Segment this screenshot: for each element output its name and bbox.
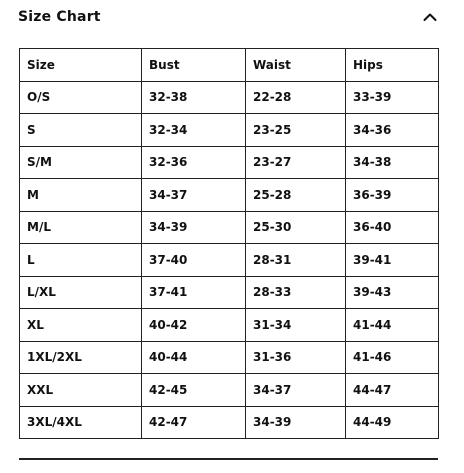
size-chart-accordion-header[interactable] [18, 4, 442, 30]
table-row [20, 211, 439, 244]
cell-hips: 39-41 [346, 244, 439, 277]
cell-hips: 44-49 [346, 406, 439, 439]
header-cell-bust: Bust [142, 49, 246, 82]
cell-waist: 23-27 [246, 146, 346, 179]
table-row [20, 276, 439, 309]
header-cell-size: Size [20, 49, 142, 82]
cell-bust: 40-42 [142, 309, 246, 342]
cell-waist: 22-28 [246, 81, 346, 114]
cell-bust: 32-34 [142, 114, 246, 147]
section-divider [19, 458, 438, 460]
cell-size: O/S [20, 81, 142, 114]
table-row [20, 81, 439, 114]
cell-hips: 36-39 [346, 179, 439, 212]
header-cell-waist: Waist [246, 49, 346, 82]
cell-size: 1XL/2XL [20, 341, 142, 374]
cell-size: L/XL [20, 276, 142, 309]
cell-hips: 41-44 [346, 309, 439, 342]
table-row [20, 374, 439, 407]
cell-bust: 37-41 [142, 276, 246, 309]
cell-hips: 39-43 [346, 276, 439, 309]
cell-waist: 34-37 [246, 374, 346, 407]
cell-waist: 34-39 [246, 406, 346, 439]
cell-bust: 34-37 [142, 179, 246, 212]
cell-bust: 32-38 [142, 81, 246, 114]
cell-hips: 34-38 [346, 146, 439, 179]
cell-hips: 36-40 [346, 211, 439, 244]
table-row [20, 406, 439, 439]
cell-bust: 37-40 [142, 244, 246, 277]
cell-size: M/L [20, 211, 142, 244]
cell-size: M [20, 179, 142, 212]
cell-waist: 28-33 [246, 276, 346, 309]
cell-waist: 25-30 [246, 211, 346, 244]
table-row [20, 114, 439, 147]
table-header-row [20, 49, 439, 82]
cell-waist: 31-36 [246, 341, 346, 374]
table-row [20, 244, 439, 277]
cell-bust: 32-36 [142, 146, 246, 179]
cell-waist: 31-34 [246, 309, 346, 342]
cell-size: S/M [20, 146, 142, 179]
cell-hips: 41-46 [346, 341, 439, 374]
size-chart-table-container [19, 48, 438, 439]
table-row [20, 341, 439, 374]
cell-size: S [20, 114, 142, 147]
cell-size: XL [20, 309, 142, 342]
cell-size: 3XL/4XL [20, 406, 142, 439]
cell-size: XXL [20, 374, 142, 407]
cell-waist: 25-28 [246, 179, 346, 212]
cell-bust: 42-45 [142, 374, 246, 407]
size-chart-table [19, 48, 439, 439]
header-cell-hips: Hips [346, 49, 439, 82]
cell-hips: 34-36 [346, 114, 439, 147]
cell-bust: 40-44 [142, 341, 246, 374]
cell-bust: 34-39 [142, 211, 246, 244]
cell-size: L [20, 244, 142, 277]
cell-waist: 28-31 [246, 244, 346, 277]
size-chart-title: Size Chart [18, 9, 101, 25]
cell-bust: 42-47 [142, 406, 246, 439]
table-row [20, 309, 439, 342]
table-row [20, 179, 439, 212]
cell-waist: 23-25 [246, 114, 346, 147]
chevron-up-icon[interactable] [422, 9, 438, 25]
cell-hips: 44-47 [346, 374, 439, 407]
cell-hips: 33-39 [346, 81, 439, 114]
table-row [20, 146, 439, 179]
